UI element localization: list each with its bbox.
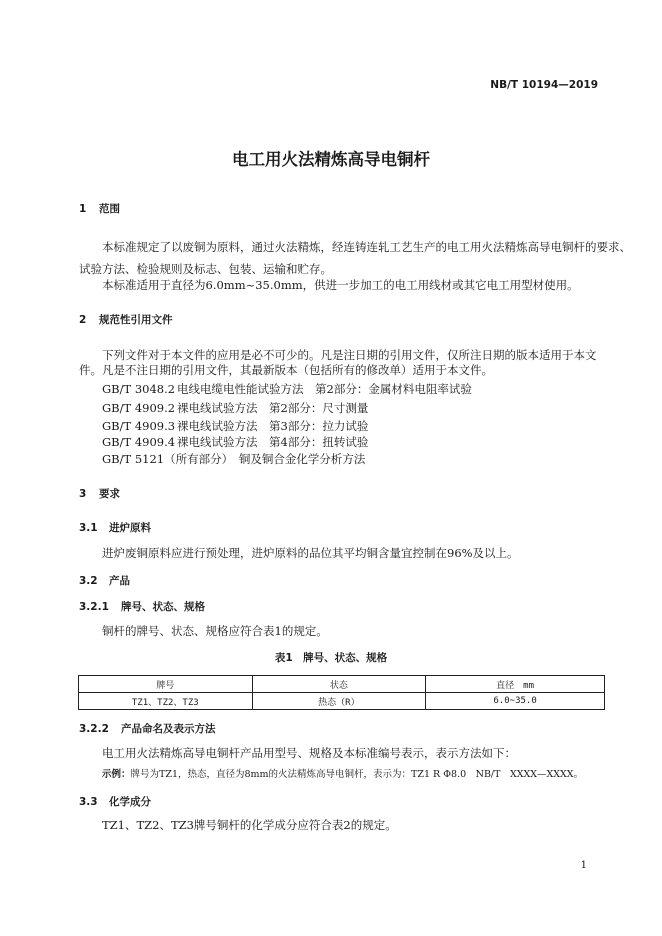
reference-part: 第3部分：拉力试验 [269,419,369,433]
table-cell-diameter: 6.0~35.0 [426,693,605,710]
section-1-heading [79,201,120,216]
reference-name: 裸电线试验方法 [177,419,258,433]
section-2-heading [79,312,173,327]
reference-item [102,418,368,434]
reference-part: 第2部分：尺寸测量 [269,401,369,415]
section-3-number: 3 [79,488,87,500]
reference-part: 第2部分：金属材料电阻率试验 [315,382,472,396]
references-intro-line2: 件。凡是不注日期的引用文件，其最新版本（包括所有的修改单）适用于本文件。 [79,363,493,377]
section-3-2-1-title: 牌号、状态、规格 [121,601,205,613]
reference-code: GB/T 4909.4 [102,435,176,449]
section-3-3-heading [79,794,151,809]
section-3-heading [79,486,120,501]
chemical-composition-paragraph: TZ1、TZ2、TZ3牌号铜杆的化学成分应符合表2的规定。 [102,818,397,832]
table-header-grade: 牌号 [79,676,253,693]
section-3-3-number: 3.3 [79,796,98,808]
section-3-1-title: 进炉原料 [109,522,151,534]
section-2-title: 规范性引用文件 [99,314,173,326]
section-3-2-heading [79,573,130,588]
section-3-title: 要求 [99,488,120,500]
reference-code: GB/T 5121（所有部分） [102,452,228,466]
reference-part: 第4部分：扭转试验 [269,435,369,449]
example-text: 牌号为TZ1，热态，直径为8mm的火法精炼高导电铜杆，表示为：TZ1 R Φ8.0 NB/T XXXX—XXXX。 [130,769,584,780]
page-number: 1 [580,860,587,871]
reference-name: 电线电缆电性能试验方法 [177,382,304,396]
document-title: 电工用火法精炼高导电铜杆 [232,150,430,169]
section-3-3-title: 化学成分 [109,796,151,808]
section-1-number: 1 [79,203,87,215]
table-1-caption: 表1 牌号、状态、规格 [274,652,388,664]
section-2-number: 2 [79,314,87,326]
table-row [79,693,605,710]
reference-name: 裸电线试验方法 [177,435,258,449]
reference-item [102,381,472,397]
section-3-1-number: 3.1 [79,522,98,534]
reference-name: 铜及铜合金化学分析方法 [238,452,366,466]
section-3-2-title: 产品 [109,575,130,587]
section-3-2-2-title: 产品命名及表示方法 [121,723,216,735]
designation-paragraph: 电工用火法精炼高导电铜杆产品用型号、规格及本标准编号表示，表示方法如下： [102,746,516,760]
table-header-temper: 状态 [252,676,426,693]
reference-code: GB/T 3048.2 [102,382,176,396]
section-3-1-heading [79,520,151,535]
reference-code: GB/T 4909.3 [102,419,176,433]
section-3-2-2-heading [79,721,216,736]
section-1-title: 范围 [99,203,120,215]
designation-example [102,766,583,780]
table-header-row [79,676,605,693]
reference-item [102,451,365,467]
section-3-2-2-number: 3.2.2 [79,723,109,735]
table-1 [78,675,605,710]
reference-item [102,400,368,416]
raw-material-paragraph: 进炉废铜原料应进行预处理，进炉原料的品位其平均铜含量宜控制在96%及以上。 [102,546,519,560]
example-lead: 示例： [102,769,131,780]
section-3-2-1-heading [79,599,205,614]
reference-name: 裸电线试验方法 [177,401,258,415]
standard-number: NB/T 10194—2019 [490,79,598,91]
scope-paragraph-line2: 试验方法、检验规则及标志、包装、运输和贮存。 [79,262,332,276]
table-cell-grade: TZ1、TZ2、TZ3 [79,693,253,710]
grade-spec-paragraph: 铜杆的牌号、状态、规格应符合表1的规定。 [102,624,328,638]
reference-item [102,434,368,450]
scope-paragraph-line1: 本标准规定了以废铜为原料，通过火法精炼，经连铸连轧工艺生产的电工用火法精炼高导电铜杆的要求、 [102,240,631,254]
table-cell-temper: 热态（R） [252,693,426,710]
section-3-2-number: 3.2 [79,575,98,587]
scope-applicability: 本标准适用于直径为6.0mm~35.0mm，供进一步加工的电工用线材或其它电工用型材使用。 [102,278,579,292]
table-header-diameter: 直径 mm [426,676,605,693]
references-intro-line1: 下列文件对于本文件的应用是必不可少的。凡是注日期的引用文件，仅所注日期的版本适用于本文 [102,348,597,362]
section-3-2-1-number: 3.2.1 [79,601,109,613]
reference-code: GB/T 4909.2 [102,401,176,415]
